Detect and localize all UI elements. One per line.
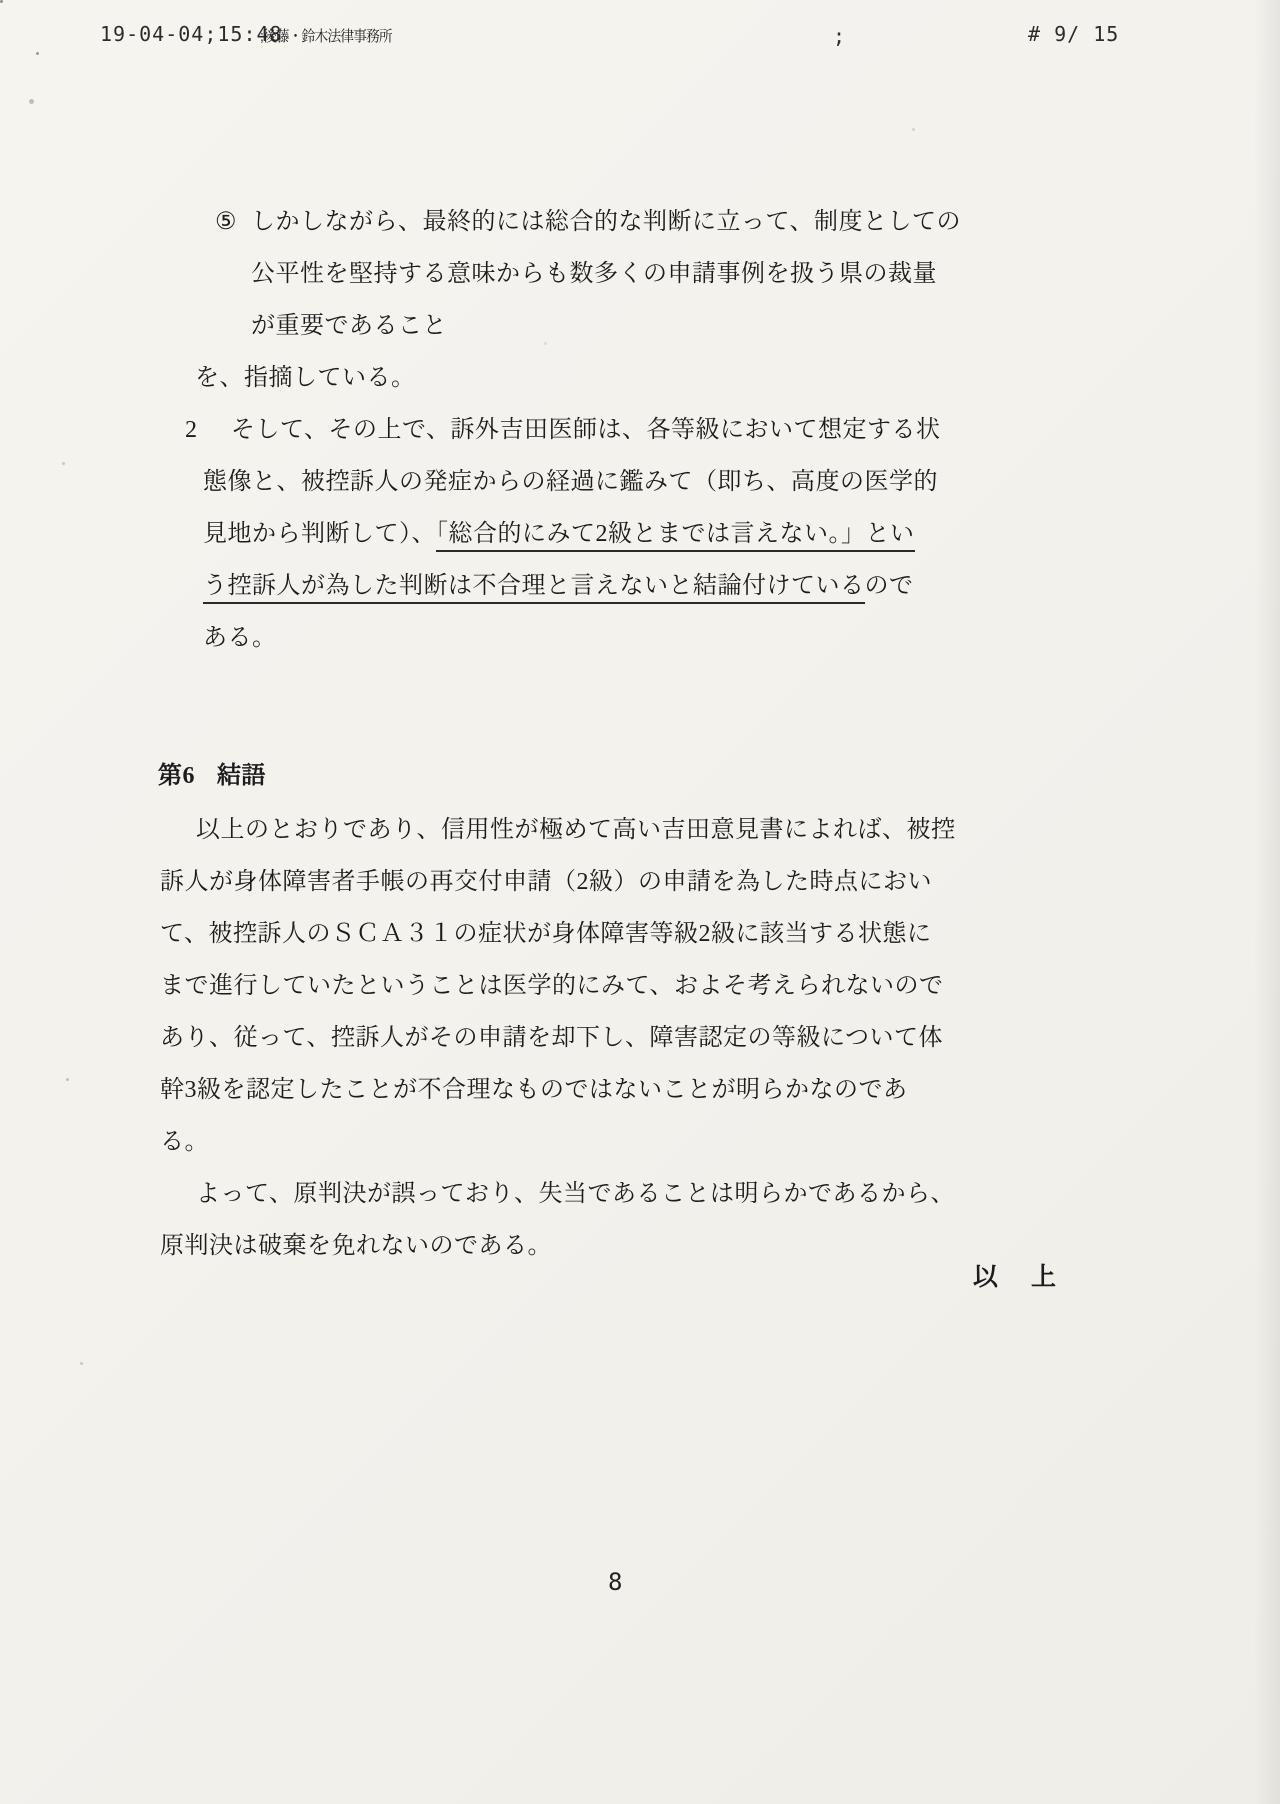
text-line: 公平性を堅持する意味からも数多くの申請事例を扱う県の裁量 bbox=[251, 261, 937, 287]
text-line: を、指摘している。 bbox=[195, 365, 416, 391]
text-line: 幹3級を認定したことが不合理なものではないことが明らかなのであ bbox=[160, 1077, 908, 1103]
text-line: あり、従って、控訴人がその申請を却下し、障害認定の等級について体 bbox=[160, 1025, 944, 1051]
text-line bbox=[215, 196, 961, 248]
text-segment: ので bbox=[864, 573, 914, 599]
section-number: 第6 bbox=[158, 763, 195, 789]
fax-header bbox=[100, 22, 1280, 52]
text-line: そして、その上で、訴外吉田医師は、各等級において想定する状 bbox=[231, 417, 941, 443]
conclusion-paragraph-1 bbox=[160, 804, 956, 1168]
text-line: 態像と、被控訴人の発症からの経過に鑑みて（即ち、高度の医学的 bbox=[203, 469, 938, 495]
text-line: よって、原判決が誤っており、失当であることは明らかであるから、 bbox=[196, 1181, 956, 1207]
text-line: が重要であること bbox=[251, 313, 447, 339]
underlined-text: う控訴人が為した判断は不合理と言えないと結論付けている bbox=[203, 573, 865, 604]
text-line bbox=[203, 560, 941, 612]
text-line: ある。 bbox=[203, 625, 277, 651]
text-line: 原判決は破棄を免れないのである。 bbox=[160, 1233, 552, 1259]
page-number: 8 bbox=[608, 1568, 623, 1596]
text-line: て、被控訴人のＳＣＡ３１の症状が身体障害等級2級に該当する状態に bbox=[160, 921, 932, 947]
section-title: 結語 bbox=[217, 763, 266, 789]
underlined-quote: 「総合的にみて2級とまでは言えない。」とい bbox=[436, 521, 915, 552]
item-2-marker: 2 bbox=[185, 417, 198, 443]
paragraph-item-2 bbox=[185, 404, 941, 664]
text-line: る。 bbox=[160, 1129, 209, 1155]
item-5-marker: ⑤ bbox=[215, 209, 238, 235]
text-segment: 見地から判断して）、 bbox=[203, 521, 436, 547]
text-line: まで進行していたということは医学的にみて、およそ考えられないので bbox=[160, 973, 944, 999]
text-line bbox=[185, 404, 941, 456]
text-line: 訴人が身体障害者手帳の再交付申請（2級）の申請を為した時点におい bbox=[160, 869, 932, 895]
text-line bbox=[203, 508, 941, 560]
text-line: 以上のとおりであり、信用性が極めて高い吉田意見書によれば、被控 bbox=[196, 817, 956, 843]
fax-sender-name: ;後藤・鈴木法律事務所 bbox=[260, 28, 392, 45]
fax-header-separator: ; bbox=[833, 24, 847, 48]
paragraph-item-5 bbox=[195, 196, 962, 404]
fax-datetime: 19-04-04;15:48 bbox=[100, 22, 283, 46]
fax-page-indicator: # 9/ 15 bbox=[1028, 22, 1120, 46]
text-line: しかしながら、最終的には総合的な判断に立って、制度としての bbox=[251, 209, 962, 235]
closing-mark: 以 上 bbox=[973, 1264, 1061, 1291]
conclusion-paragraph-2 bbox=[160, 1168, 955, 1272]
scan-artifact-dots bbox=[0, 0, 3, 3]
section-6-heading bbox=[158, 750, 266, 802]
